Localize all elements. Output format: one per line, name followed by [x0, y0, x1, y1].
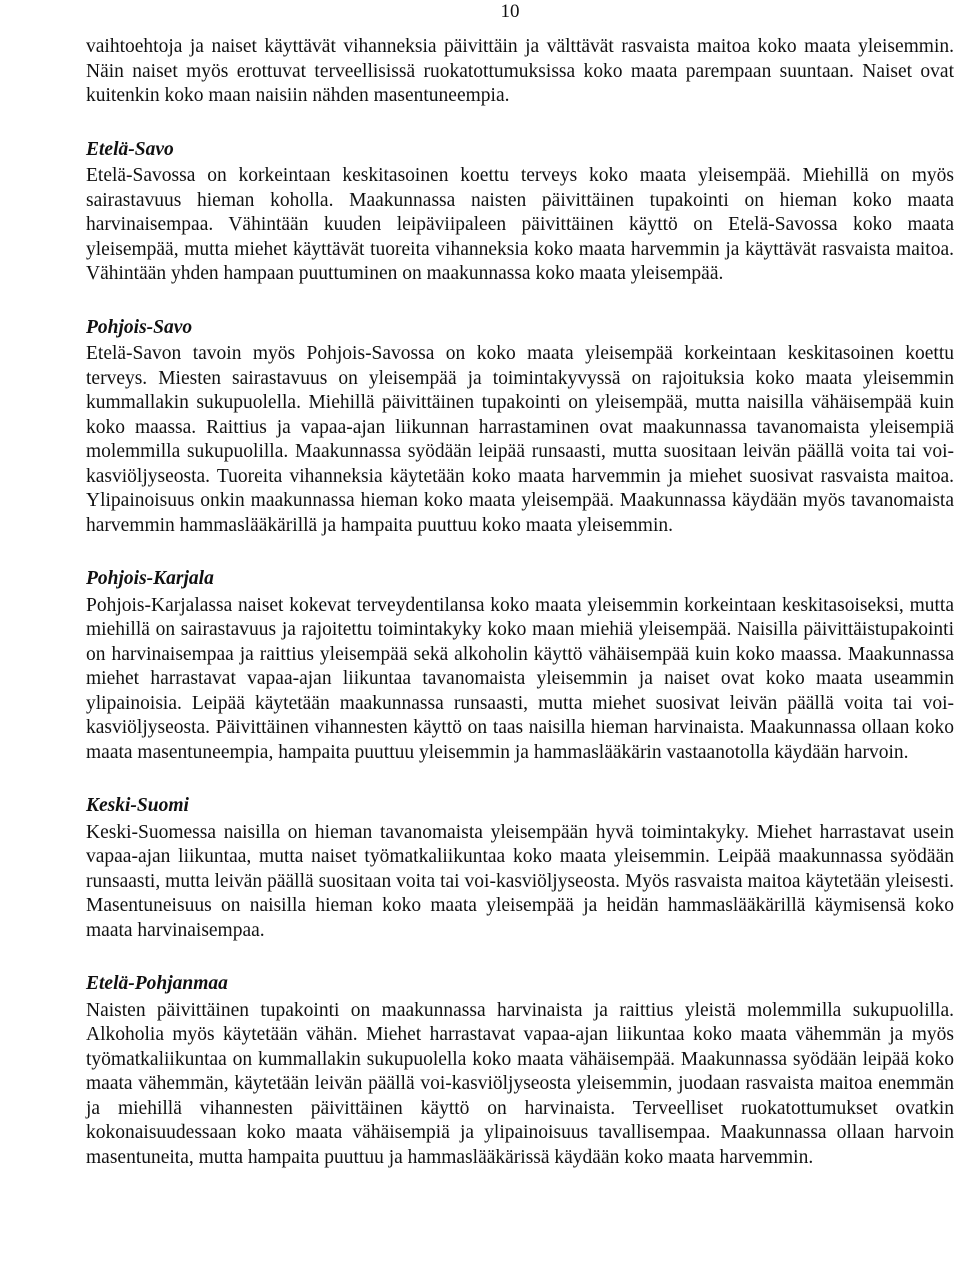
section-paragraph: Naisten päivittäinen tupakointi on maakunnassa harvinaista ja raittius yleistä molemmilla sukupuolilla. Alkoholia myös käytetään vähän. Miehet harrastavat vapaa-ajan liikuntaa koko maata vähemmän ja myös työmatkaliikuntaa on kummallakin sukupuolella koko maata vähäisempää. Maakunnassa syödään leipää koko maata vähemmän, käytetään leivän päällä voi-kasviöljyseosta yleisemmin, juodaan rasvaista maitoa enemmän ja miehillä vihannesten päivittäinen käyttö on harvinaista. Terveelliset ruokatottumukset ovatkin kokonaisuudessaan koko maata vähäisempiä ja ylipainoisuus tavallisempaa. Maakunnassa ollaan harvoin masentuneita, mutta hampaita puuttuu ja hammaslääkärissä käydään koko maata harvemmin. [86, 999, 954, 1168]
section-title: Keski-Suomi [86, 795, 189, 816]
section-paragraph: Keski-Suomessa naisilla on hieman tavanomaista yleisempään hyvä toimintakyky. Miehet harrastavat usein vapaa-ajan liikuntaa, mutta naiset työmatkaliikuntaa koko maata yleisemmin. Leipää maakunnassa syödään runsaasti, mutta leivän päällä suositaan voita tai voi-kasviöljyseosta. Myös rasvaista maitoa käytetään yleisesti. Masentuneisuus on naisilla hieman koko maata yleisempää ja heidän hammaslääkärillä käymisensä koko maata harvinaisempaa. [86, 821, 954, 941]
section-title: Etelä-Savo [86, 138, 174, 160]
page-number: 10 [500, 1, 520, 22]
section-etela-pohjanmaa [86, 972, 954, 1170]
section-title: Pohjois-Savo [86, 316, 193, 338]
section-paragraph: Etelä-Savossa on korkeintaan keskitasoinen koettu terveys koko maata yleisempää. Miehillä on myös sairastavuus hieman koholla. Maakunnassa naisten päivittäinen tupakointi on hieman koko maata harvinaisempaa. Vähintään kuuden leipäviipaleen päivittäinen käyttö on Etelä-Savossa koko maata yleisempää, mutta miehet käyttävät tuoreita vihanneksia koko maata harvemmin ja käyttävät rasvaista maitoa. Vähintään yhden hampaan puuttuminen on maakunnassa koko maata yleisempää. [86, 165, 954, 284]
section-paragraph: Etelä-Savon tavoin myös Pohjois-Savossa on koko maata yleisempää korkeintaan keskitasoinen koettu terveys. Miesten sairastavuus on yleisempää ja toimintakyvyssä on rajoituksia koko maata yleisemmin kummallakin sukupuolella. Miehillä päivittäinen tupakointi on yleisempää, mutta naisilla vähäisempää kuin koko maassa. Raittius ja vapaa-ajan liikunnan harrastaminen ovat maakunnassa tavanomaista yleisempiä molemmilla sukupuolilla. Maakunnassa syödään leipää runsaasti, mutta suositaan leivän päällä voita tai voi-kasviöljyseosta. Tuoreita vihanneksia käytetään koko maata harvemmin ja miehet suosivat rasvaista maitoa. Ylipainoisuus onkin maakunnassa hieman koko maata yleisempää. Maakunnassa käydään myös tavanomaista harvemmin hammaslääkärillä ja hampaita puuttuu koko maata yleisemmin. [86, 343, 954, 536]
document-body [86, 35, 954, 1170]
section-paragraph: Pohjois-Karjalassa naiset kokevat terveydentilansa koko maata yleisemmin korkeintaan keskitasoiseksi, mutta miehillä on sairastavuus ja rajoitettu toimintakyky koko maan miehiä yleisempää. Naisilla päivittäistupakointi on harvinaisempaa ja raittius yleisempää sekä alkoholin käyttö vähäisempää kuin koko maassa. Maakunnassa miehet harrastavat vapaa-ajan liikuntaa tavanomaista yleisemmin ja naiset ovat koko maata useammin ylipainoisia. Leipää käytetään maakunnassa runsaasti, mutta miehet suosivat leivän päällä voita tai voi-kasviöljyseosta. Päivittäinen vihannesten käyttö on taas naisilla hieman harvinaista. Maakunnassa ollaan koko maata masentuneempia, hampaita puuttuu yleisemmin ja hammaslääkärin vastaanotolla käydään harvoin. [86, 594, 954, 763]
section-pohjois-karjala [86, 567, 954, 765]
intro-paragraph: vaihtoehtoja ja naiset käyttävät vihanneksia päivittäin ja välttävät rasvaista maitoa koko maata yleisemmin. Näin naiset myös erottuvat terveellisissä ruokatottumuksissa koko maata parempaan suuntaan. Naiset ovat kuitenkin koko maan naisiin nähden masentuneempia. [86, 36, 954, 106]
section-keski-suomi [86, 794, 954, 943]
section-title: Etelä-Pohjanmaa [86, 973, 228, 994]
section-pohjois-savo [86, 316, 954, 539]
section-etela-savo [86, 138, 954, 287]
section-title: Pohjois-Karjala [86, 568, 214, 589]
